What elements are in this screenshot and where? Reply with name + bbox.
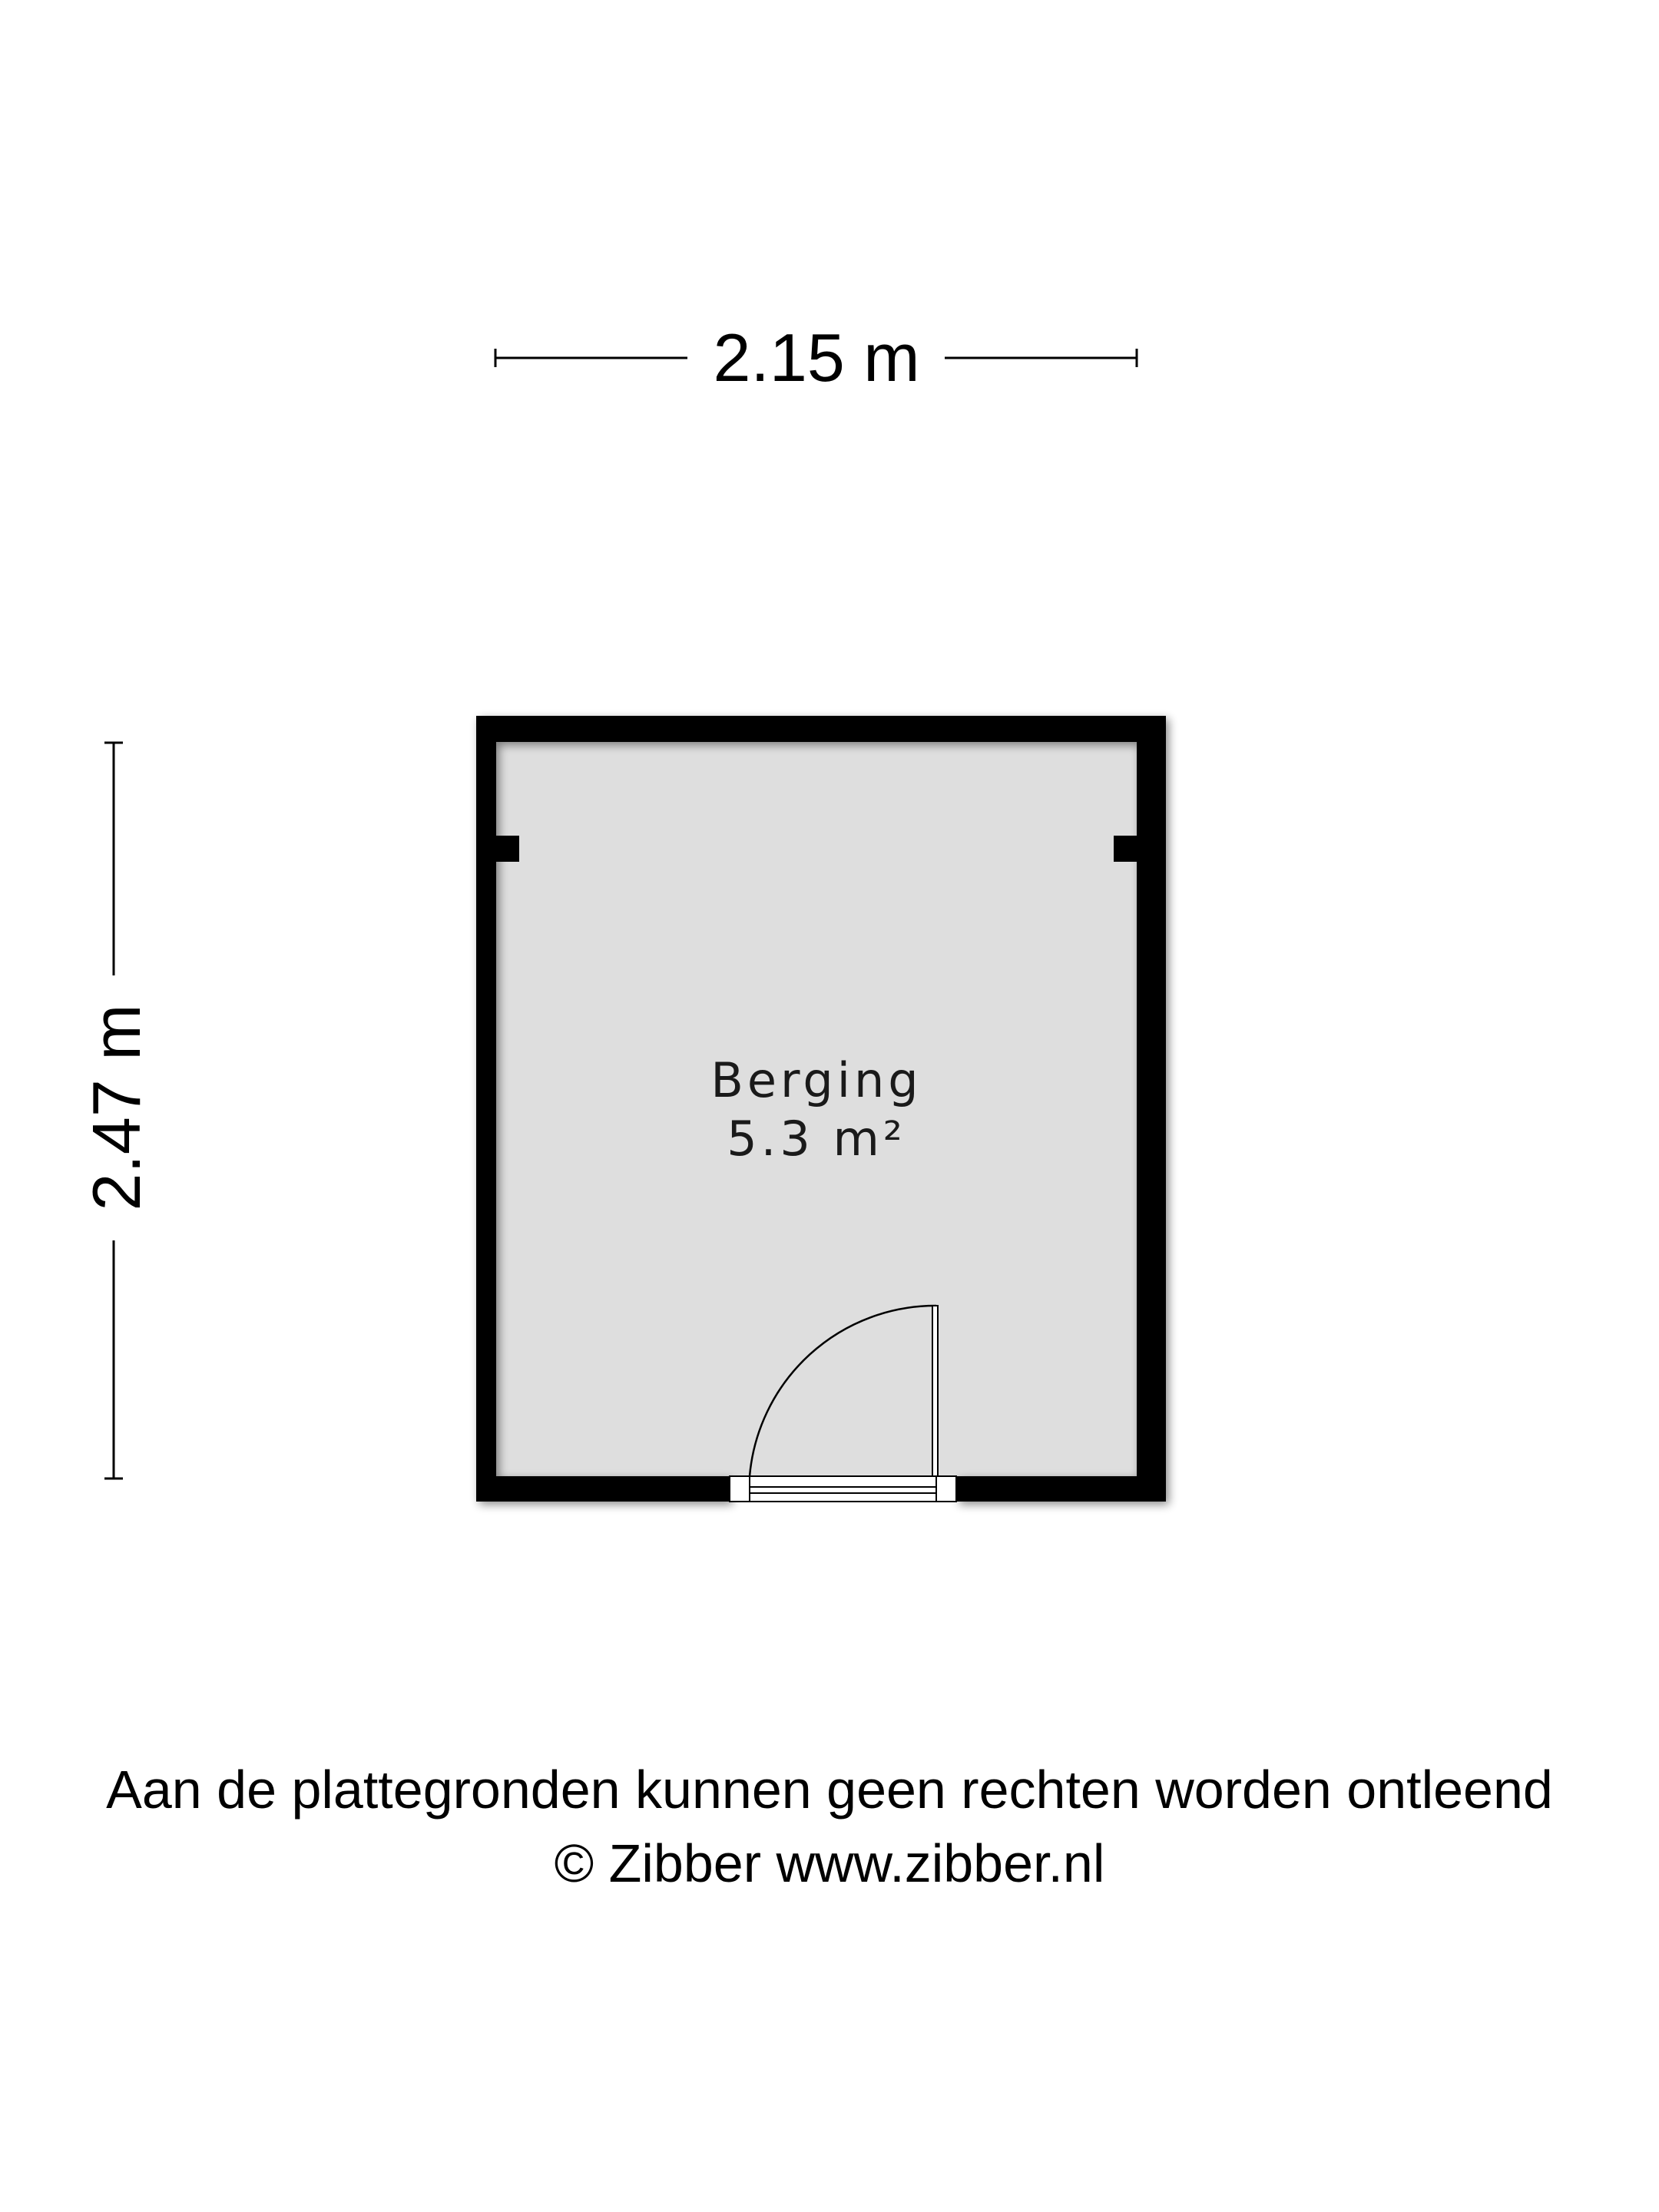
room-area: 5.3 m² [727,1111,906,1167]
room-floor [496,742,1137,1476]
wall-bottom-right [956,1476,1166,1502]
door-frame [730,1476,956,1502]
height-dimension [78,743,154,1479]
copyright-text: © Zibber www.zibber.nl [554,1833,1105,1893]
wall-bottom-left [476,1476,730,1502]
wall-top [476,716,1166,742]
height-label: 2.47 m [78,1004,154,1211]
wall-right [1137,716,1166,1502]
width-dimension [495,320,1137,396]
wall-stub-right [1114,836,1137,862]
width-label: 2.15 m [713,320,920,396]
disclaimer-text: Aan de plattegronden kunnen geen rechten worden ontleend [106,1760,1553,1820]
room-name: Berging [710,1052,922,1108]
wall-stub-left [496,836,519,862]
wall-left [476,716,496,1502]
